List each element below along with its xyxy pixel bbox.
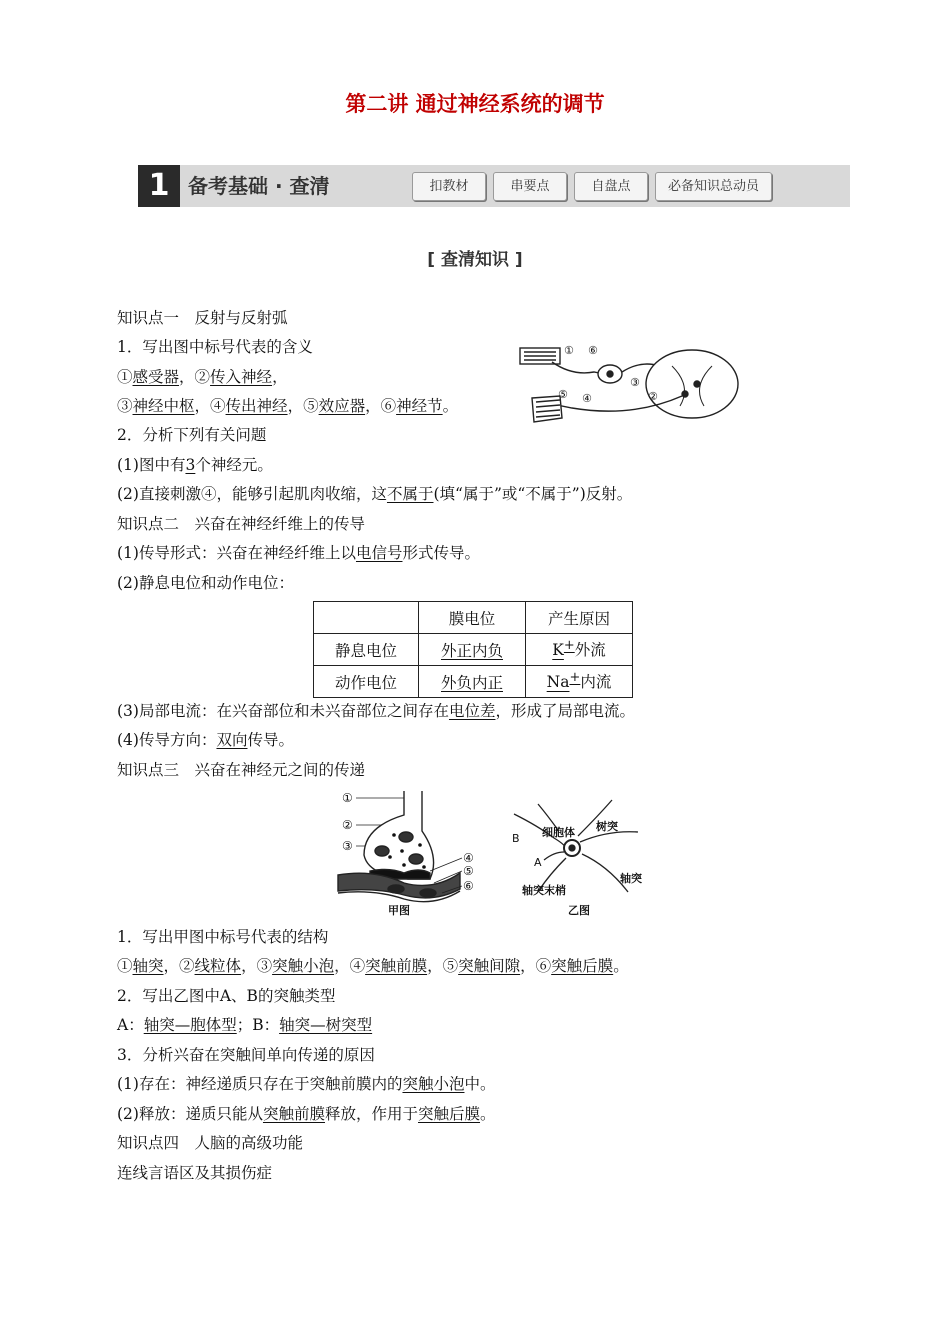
- fig-caption: 乙图: [568, 904, 590, 917]
- answer-blank: 双向: [216, 731, 248, 749]
- answer-blank: 突触小泡: [272, 957, 335, 975]
- sub-heading: [ 查清知识 ]: [427, 250, 523, 270]
- kp2-heading: 知识点二 兴奋在神经纤维上的传导: [117, 515, 366, 533]
- answer-blank: 突触后膜: [418, 1105, 481, 1123]
- fig-label: ④: [582, 392, 592, 405]
- fig-label: ③: [630, 376, 640, 389]
- kp4-heading: 知识点四 人脑的高级功能: [117, 1134, 304, 1152]
- fig-label: ⑤: [558, 388, 568, 401]
- kp1-heading: 知识点一 反射与反射弧: [117, 309, 288, 327]
- tab-zi-pandian[interactable]: 自盘点: [574, 172, 648, 201]
- fig-label: 轴突: [620, 872, 642, 885]
- kp3-question-3: 3．分析兴奋在突触间单向传递的原因: [117, 1046, 375, 1064]
- answer-blank: 不属于: [386, 485, 434, 503]
- answer-blank: 神经中枢: [132, 397, 195, 415]
- kp3-answer-line-1: ①轴突，②线粒体，③突触小泡，④突触前膜，⑤突触间隙，⑥突触后膜。: [117, 957, 629, 975]
- kp3-answer-line-2: A：轴突—胞体型；B：轴突—树突型: [117, 1016, 373, 1034]
- answer-blank: 突触间隙: [458, 957, 521, 975]
- answer-blank: 电信号: [355, 544, 403, 562]
- kp2-answer-4: (4)传导方向：双向传导。: [117, 731, 294, 749]
- reflex-arc-figure: [512, 336, 744, 426]
- fig-label: ⑤: [463, 864, 474, 878]
- membrane-potential-table: [313, 601, 633, 698]
- kp3-answer-2: (2)释放：递质只能从突触前膜释放，作用于突触后膜。: [117, 1105, 496, 1123]
- fig-label: ③: [342, 839, 353, 853]
- answer-blank: 突触小泡: [402, 1075, 465, 1093]
- fig-label: ②: [342, 818, 353, 832]
- table-row: 静息电位 外正内负 K+外流: [314, 634, 633, 666]
- section-title: 备考基础 · 查清: [188, 174, 330, 198]
- kp2-answer-1: (1)传导形式：兴奋在神经纤维上以电信号形式传导。: [117, 544, 480, 562]
- fig-label: A: [534, 856, 542, 869]
- fig-label: ⑥: [588, 344, 598, 357]
- kp1-question-2: 2．分析下列有关问题: [117, 426, 267, 444]
- kp3-heading: 知识点三 兴奋在神经元之间的传递: [117, 761, 366, 779]
- fig-label: ②: [648, 390, 658, 403]
- synapse-figure-b: [508, 796, 658, 920]
- fig-label: B: [512, 832, 520, 845]
- answer-blank: 突触前膜: [365, 957, 428, 975]
- kp1-answer-line-2: ③神经中枢，④传出神经，⑤效应器，⑥神经节。: [117, 397, 459, 415]
- kp1-question-1: 1．写出图中标号代表的含义: [117, 338, 313, 356]
- table-row: 动作电位 外负内正 Na+内流: [314, 666, 633, 698]
- answer-blank: 轴突: [132, 957, 164, 975]
- fig-label: 轴突末梢: [522, 884, 566, 897]
- answer-blank: 轴突—树突型: [279, 1016, 373, 1034]
- answer-blank: 神经节: [396, 397, 443, 415]
- table-header-row: 膜电位 产生原因: [314, 602, 633, 634]
- kp2-answer-3: (3)局部电流：在兴奋部位和未兴奋部位之间存在电位差，形成了局部电流。: [117, 702, 635, 720]
- fig-caption: 甲图: [388, 904, 410, 917]
- answer-blank: 感受器: [132, 368, 180, 386]
- section-banner: [138, 165, 850, 207]
- fig-label: 树突: [596, 820, 618, 833]
- answer-blank: 传出神经: [225, 397, 288, 415]
- kp1-answer-1: (1)图中有3个神经元。: [117, 456, 273, 474]
- fig-label: ①: [564, 344, 574, 357]
- fig-label: ①: [342, 791, 353, 805]
- tab-bibei-zhishi[interactable]: 必备知识总动员: [655, 172, 772, 201]
- answer-blank: 突触后膜: [551, 957, 614, 975]
- synapse-figure-a: [334, 787, 490, 919]
- answer-blank: 传入神经: [210, 368, 273, 386]
- answer-blank: 电位差: [448, 702, 496, 720]
- fig-label: ④: [463, 851, 474, 865]
- kp4-line: 连线言语区及其损伤症: [117, 1164, 273, 1182]
- kp3-answer-1: (1)存在：神经递质只存在于突触前膜内的突触小泡中。: [117, 1075, 496, 1093]
- answer-blank: 效应器: [318, 397, 366, 415]
- kp3-question-1: 1．写出甲图中标号代表的结构: [117, 928, 329, 946]
- section-number: 1: [138, 165, 180, 207]
- fig-label: ⑥: [463, 879, 474, 893]
- answer-blank: 线粒体: [194, 957, 242, 975]
- kp1-answer-line-1: ①感受器，②传入神经，: [117, 368, 288, 386]
- tab-kou-jiaocai[interactable]: 扣教材: [412, 172, 486, 201]
- kp3-question-2: 2．写出乙图中A、B的突触类型: [117, 987, 336, 1005]
- kp1-answer-2: (2)直接刺激④，能够引起肌肉收缩，这不属于(填“属于”或“不属于”)反射。: [117, 485, 633, 503]
- fig-label: 细胞体: [542, 826, 575, 839]
- answer-blank: 突触前膜: [262, 1105, 325, 1123]
- tab-chuan-yaodian[interactable]: 串要点: [493, 172, 567, 201]
- answer-blank: 轴突—胞体型: [143, 1016, 237, 1034]
- page-title: 第二讲 通过神经系统的调节: [345, 92, 605, 116]
- answer-blank: 3: [185, 456, 196, 474]
- kp2-answer-2: (2)静息电位和动作电位：: [117, 574, 294, 592]
